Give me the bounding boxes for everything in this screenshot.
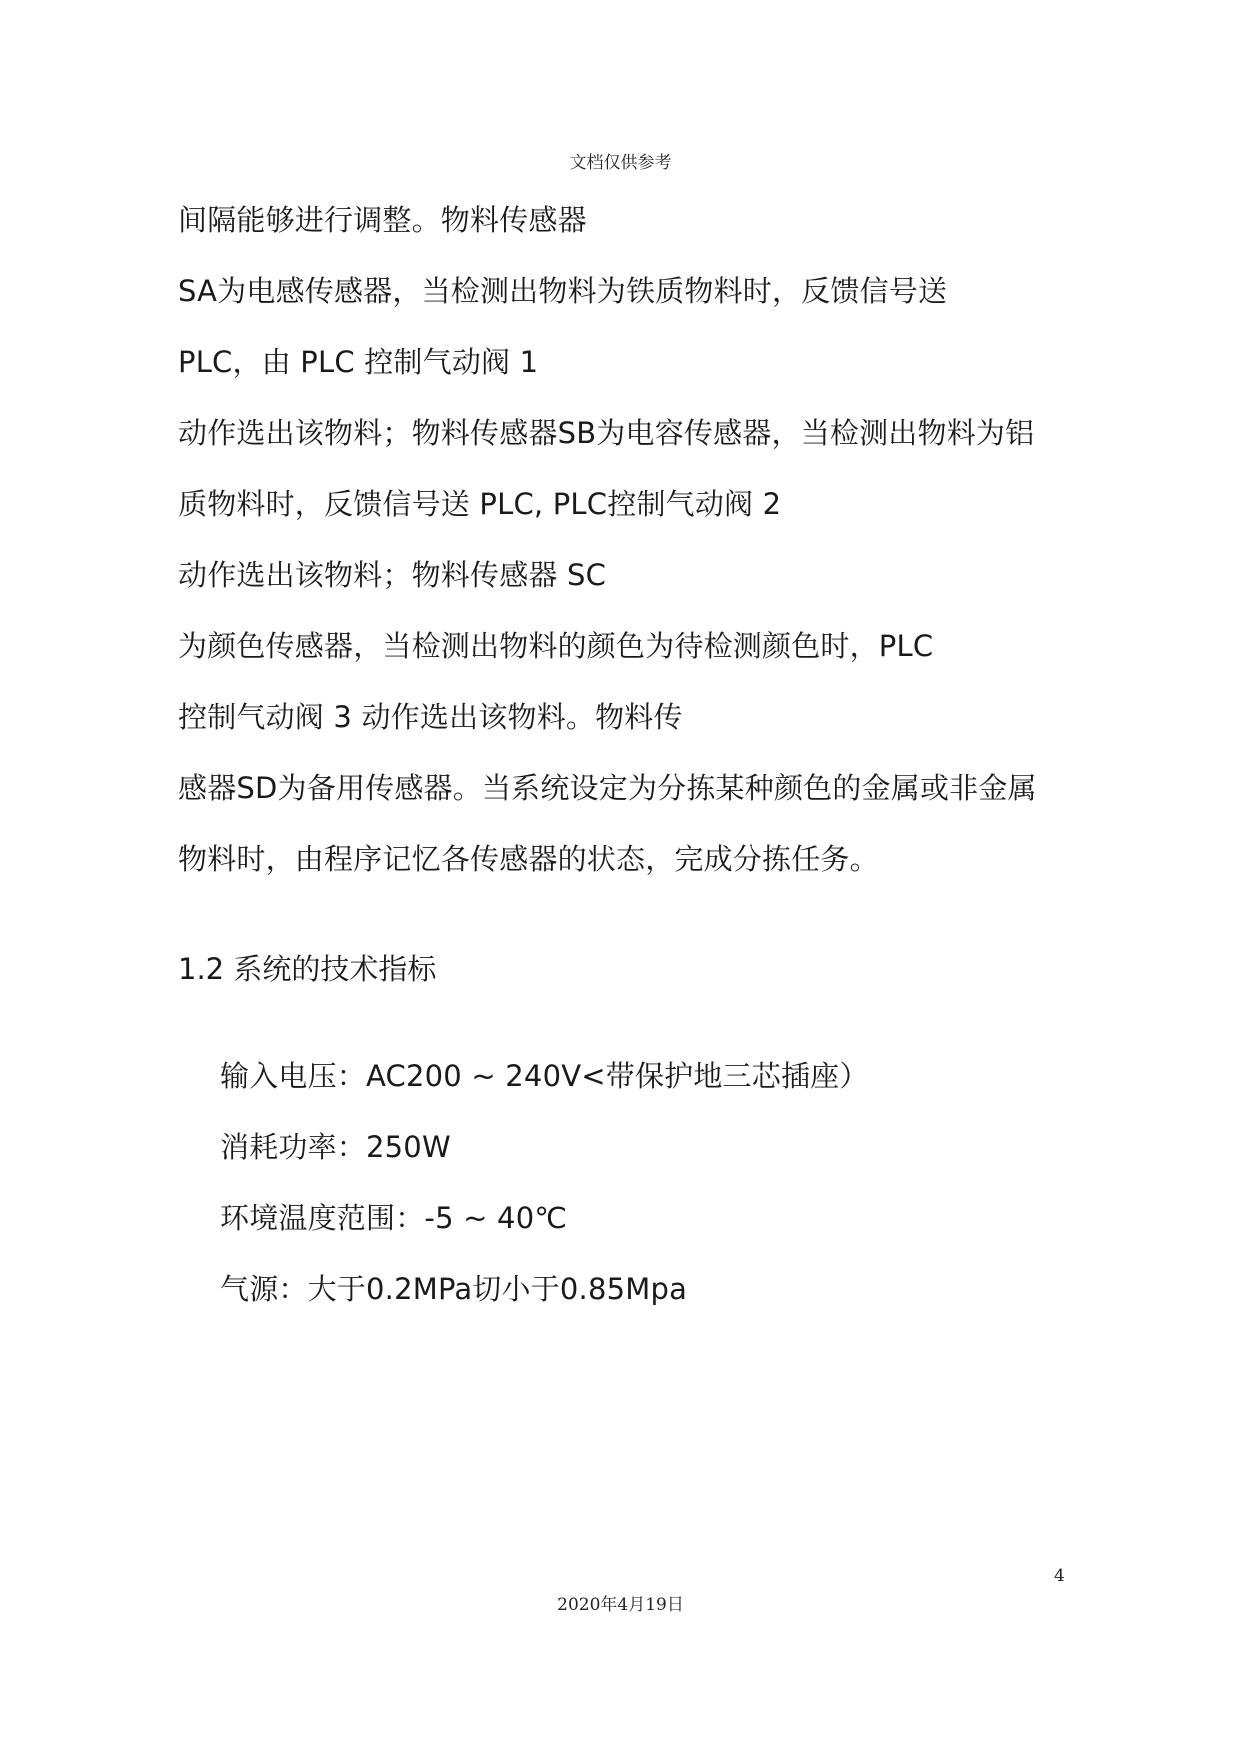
paragraph-line: SA为电感传感器，当检测出物料为铁质物料时，反馈信号送	[178, 274, 948, 308]
paragraph-line: 动作选出该物料；物料传感器SB为电容传感器，当检测出物料为铝	[178, 416, 1035, 450]
page-number: 4	[1054, 1566, 1065, 1586]
spec-item: 环境温度范围：-5 ~ 40℃	[220, 1201, 568, 1235]
paragraph-line: PLC，由 PLC 控制气动阀 1	[178, 345, 539, 379]
paragraph-line: 动作选出该物料；物料传感器 SC	[178, 558, 607, 592]
paragraph-line: 感器SD为备用传感器。当系统设定为分拣某种颜色的金属或非金属	[178, 771, 1037, 805]
paragraph-line: 为颜色传感器，当检测出物料的颜色为待检测颜色时，PLC	[178, 629, 934, 663]
paragraph-line: 间隔能够进行调整。物料传感器	[178, 203, 587, 237]
paragraph-line: 控制气动阀 3 动作选出该物料。物料传	[178, 700, 683, 734]
paragraph-line: 质物料时，反馈信号送 PLC, PLC控制气动阀 2	[178, 487, 782, 521]
section-title: 1.2 系统的技术指标	[178, 952, 437, 986]
header-note: 文档仅供参考	[569, 153, 672, 173]
paragraph-line: 物料时，由程序记忆各传感器的状态，完成分拣任务。	[178, 842, 879, 876]
spec-item: 气源：大于0.2MPa切小于0.85Mpa	[220, 1272, 688, 1306]
spec-item: 消耗功率：250W	[220, 1130, 451, 1164]
spec-item: 输入电压：AC200 ~ 240V<带保护地三芯插座）	[220, 1059, 869, 1093]
footer-date: 2020年4月19日	[557, 1595, 684, 1615]
